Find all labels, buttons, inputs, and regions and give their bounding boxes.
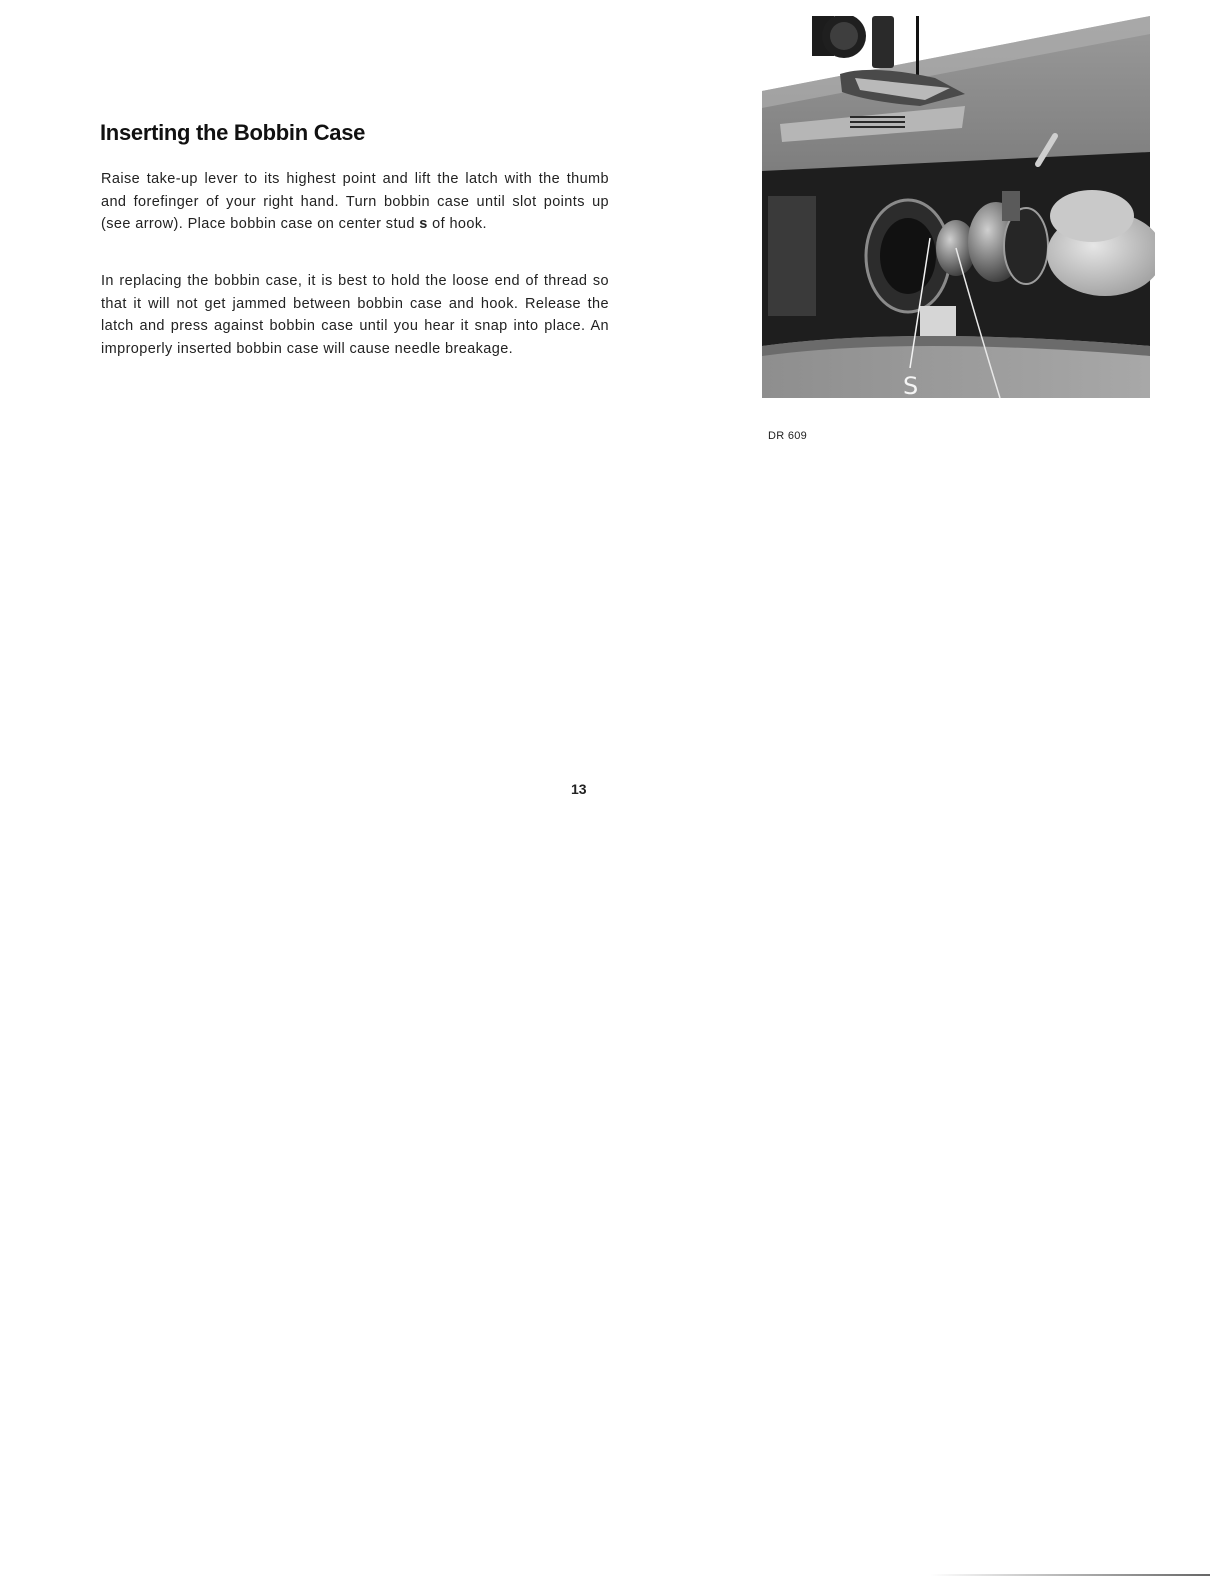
stud-s-label: S	[903, 372, 919, 400]
instruction-paragraph-2: In replacing the bobbin case, it is best to hold the loose end of thread so that it will not get jammed between bobbin case and hook. Release the latch and press against bobbin case until you hear it snap into place. An improperly inserted bobbin case will cause needle breakage.	[101, 273, 609, 357]
instruction-paragraph-1	[101, 168, 609, 236]
page-number: 13	[571, 781, 587, 797]
paragraph-1-text-end: of hook.	[427, 216, 487, 232]
center-stud-label: s	[419, 216, 428, 232]
paragraph-1-text-start: Raise take-up lever to its highest point and lift the latch with the thumb and forefinger of your right hand. Turn bobbin case until slot points up (see arrow). Place bobbin case on center stud	[101, 171, 609, 232]
section-title: Inserting the Bobbin Case	[100, 120, 366, 145]
bobbin-case-photo	[760, 16, 1155, 406]
scan-edge-line	[930, 1574, 1210, 1576]
figure-caption: DR 609	[768, 430, 808, 442]
